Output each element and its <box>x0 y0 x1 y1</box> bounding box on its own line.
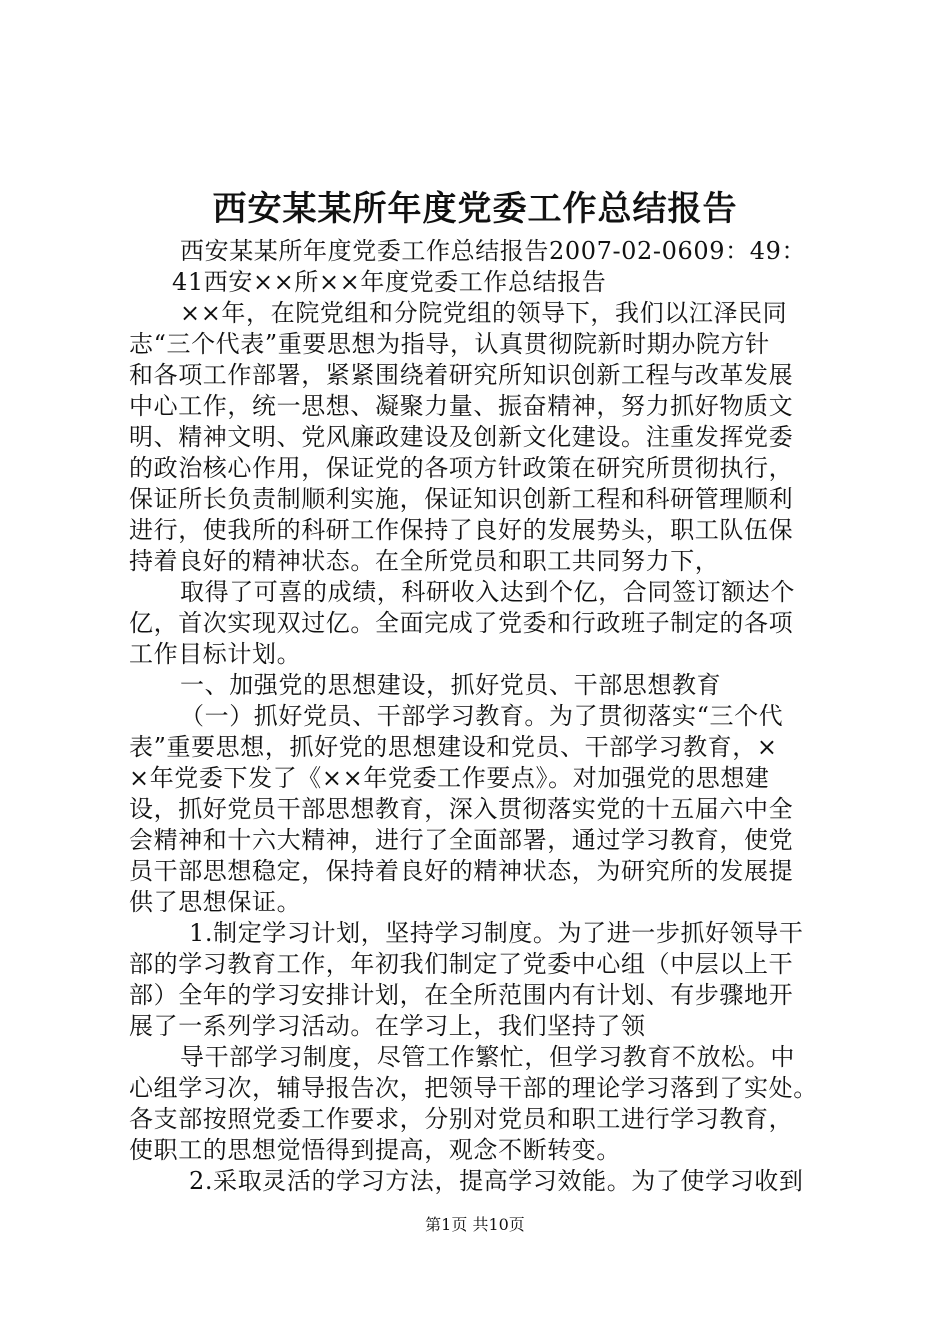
body-line: 的政治核心作用，保证党的各项方针政策在研究所贯彻执行， <box>129 454 794 482</box>
body-line: 持着良好的精神状态。在全所党员和职工共同努力下， <box>129 547 720 575</box>
body-line: 心组学习次，辅导报告次，把领导干部的理论学习落到了实处。 <box>129 1074 818 1102</box>
body-line: 员干部思想稳定，保持着良好的精神状态，为研究所的发展提 <box>129 857 794 885</box>
body-line: 设，抓好党员干部思想教育，深入贯彻落实党的十五届六中全 <box>129 795 794 823</box>
page-number-footer: 第1页 共10页 <box>425 1215 525 1234</box>
body-line: （一）抓好党员、干部学习教育。为了贯彻落实“三个代 <box>180 702 784 730</box>
body-line: 供了思想保证。 <box>129 888 302 916</box>
body-line: 明、精神文明、党风廉政建设及创新文化建设。注重发挥党委 <box>129 423 794 451</box>
body-line: 进行，使我所的科研工作保持了良好的发展势头，职工队伍保 <box>129 516 794 544</box>
body-line: 工作目标计划。 <box>129 640 302 668</box>
section-heading: 一、加强党的思想建设，抓好党员、干部思想教育 <box>180 671 722 699</box>
body-line: 使职工的思想觉悟得到提高，观念不断转变。 <box>129 1136 621 1164</box>
body-line: 西安某某所年度党委工作总结报告2007-02-0609：49： <box>180 237 807 265</box>
body-line: 取得了可喜的成绩，科研收入达到个亿，合同签订额达个 <box>180 578 795 606</box>
body-line: 会精神和十六大精神，进行了全面部署，通过学习教育，使党 <box>129 826 794 854</box>
body-line: 表”重要思想，抓好党的思想建设和党员、干部学习教育，× <box>129 733 778 761</box>
body-line: 2.采取灵活的学习方法，提高学习效能。为了使学习收到 <box>189 1167 804 1195</box>
document-title: 西安某某所年度党委工作总结报告 <box>212 189 738 229</box>
body-line: 导干部学习制度，尽管工作繁忙，但学习教育不放松。中 <box>180 1043 795 1071</box>
body-line: 41西安××所××年度党委工作总结报告 <box>172 268 607 296</box>
body-line: 各支部按照党委工作要求，分别对党员和职工进行学习教育， <box>129 1105 794 1133</box>
body-line: ×年党委下发了《××年党委工作要点》。对加强党的思想建 <box>129 764 770 792</box>
body-line: 亿，首次实现双过亿。全面完成了党委和行政班子制定的各项 <box>129 609 794 637</box>
body-line: 志“三个代表”重要思想为指导，认真贯彻院新时期办院方针 <box>129 330 770 358</box>
body-line: 部）全年的学习安排计划，在全所范围内有计划、有步骤地开 <box>129 981 794 1009</box>
body-line: 保证所长负责制顺利实施，保证知识创新工程和科研管理顺利 <box>129 485 794 513</box>
body-line: 和各项工作部署，紧紧围绕着研究所知识创新工程与改革发展 <box>129 361 794 389</box>
body-line: 中心工作，统一思想、凝聚力量、振奋精神，努力抓好物质文 <box>129 392 794 420</box>
body-line: ××年，在院党组和分院党组的领导下，我们以江泽民同 <box>180 299 788 327</box>
body-line: 展了一系列学习活动。在学习上，我们坚持了领 <box>129 1012 646 1040</box>
body-line: 部的学习教育工作，年初我们制定了党委中心组（中层以上干 <box>129 950 794 978</box>
body-line: 1.制定学习计划，坚持学习制度。为了进一步抓好领导干 <box>189 919 804 947</box>
